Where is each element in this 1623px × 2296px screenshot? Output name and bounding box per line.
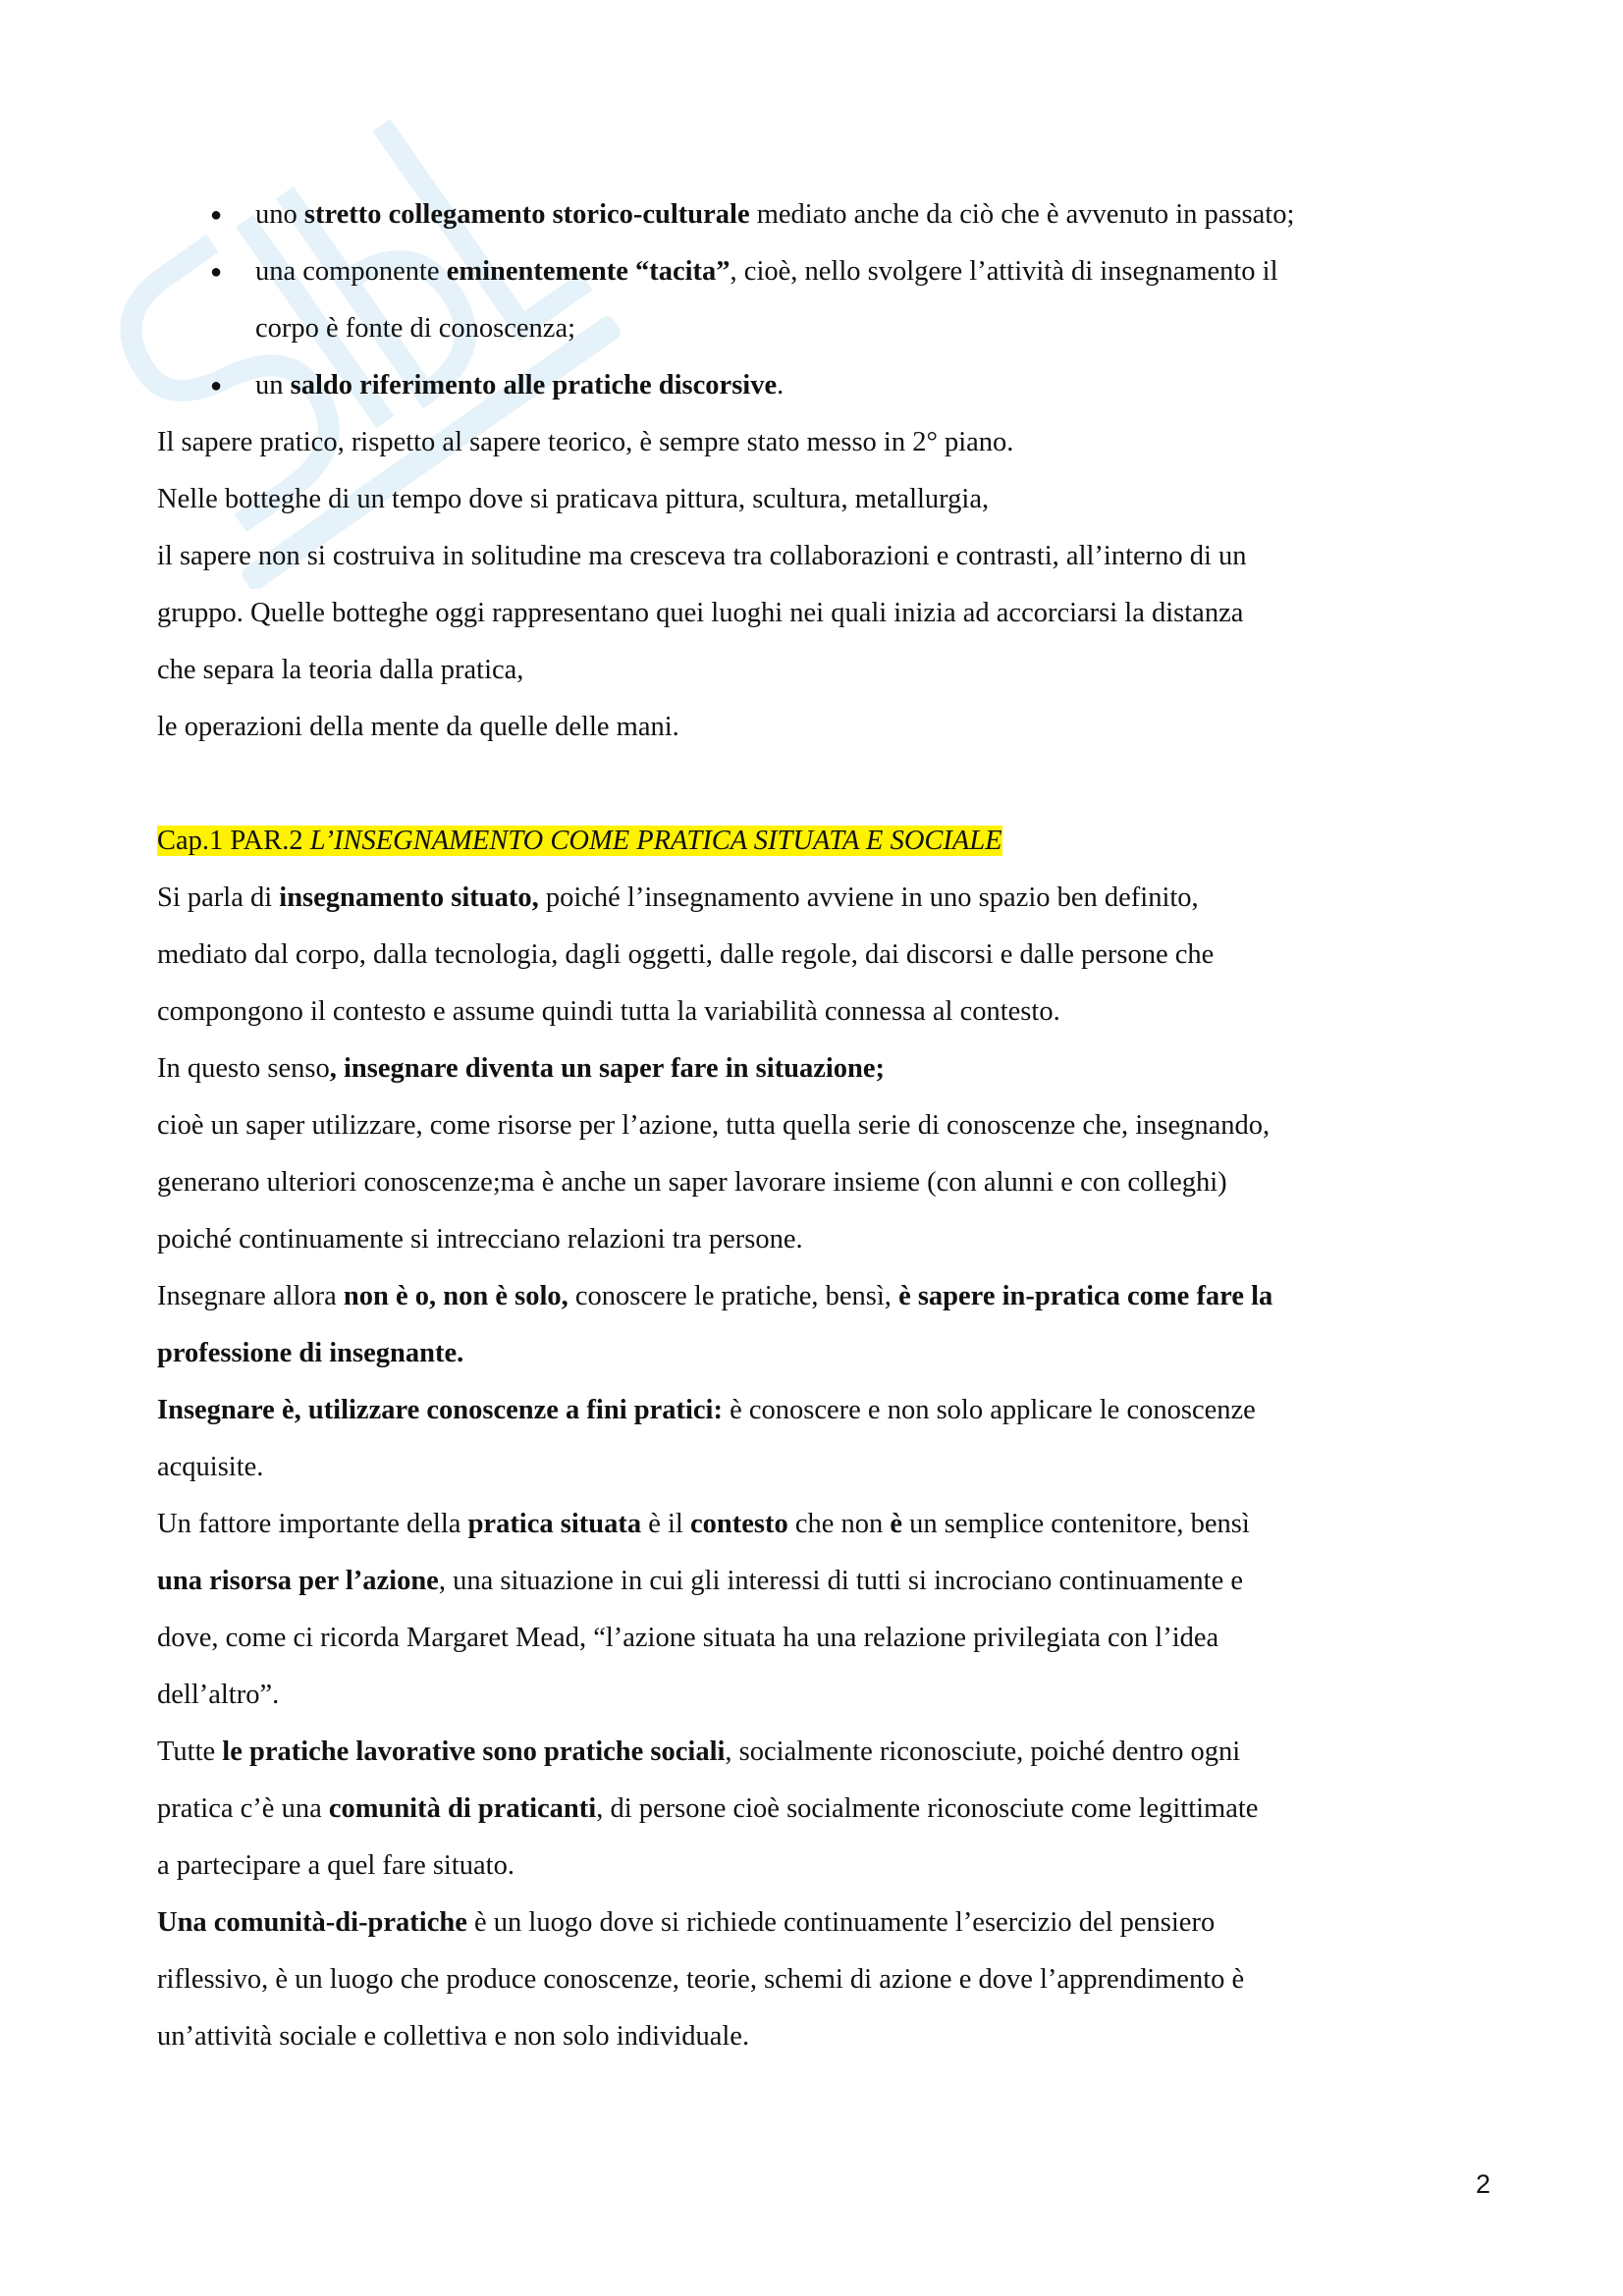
section-heading bbox=[157, 813, 1492, 870]
page-number: 2 bbox=[1475, 2169, 1490, 2199]
text: una componente bbox=[255, 256, 447, 287]
paragraph-line: un’attività sociale e collettiva e non solo individuale. bbox=[157, 2021, 750, 2052]
paragraph-line bbox=[157, 1325, 1492, 1382]
bullet-item bbox=[157, 357, 1492, 414]
text: un bbox=[255, 370, 291, 400]
text: che non bbox=[787, 1509, 891, 1539]
paragraph-line bbox=[157, 1553, 1492, 1610]
paragraph-line: le operazioni della mente da quelle delle mani. bbox=[157, 712, 679, 742]
paragraph-line: il sapere non si costruiva in solitudine ma cresceva tra collaborazioni e contrasti, all’interno di un bbox=[157, 541, 1247, 571]
paragraph-line: dell’altro”. bbox=[157, 1680, 280, 1710]
text: Un fattore importante della bbox=[157, 1509, 468, 1539]
paragraph-line: a partecipare a quel fare situato. bbox=[157, 1850, 514, 1881]
paragraph-line: Nelle botteghe di un tempo dove si praticava pittura, scultura, metallurgia, bbox=[157, 484, 990, 514]
text: poiché l’insegnamento avviene in uno spazio ben definito, bbox=[538, 882, 1199, 913]
paragraph-line: che separa la teoria dalla pratica, bbox=[157, 655, 524, 685]
paragraph-line bbox=[157, 1781, 1492, 1838]
paragraph-line: generano ulteriori conoscenze;ma è anche un saper lavorare insieme (con alunni e con colleghi) bbox=[157, 1167, 1227, 1198]
bold-text: stretto collegamento storico-culturale bbox=[303, 199, 750, 230]
bold-text: contesto bbox=[689, 1509, 788, 1539]
document-body bbox=[157, 187, 1492, 2065]
heading-prefix: Cap.1 PAR.2 bbox=[157, 826, 310, 856]
paragraph-line: acquisite. bbox=[157, 1452, 264, 1482]
bullet-dot-icon: ● bbox=[209, 204, 223, 226]
text: Insegnare allora bbox=[157, 1281, 344, 1311]
bold-text: professione di insegnante. bbox=[157, 1338, 464, 1368]
text: mediato anche da ciò che è avvenuto in passato; bbox=[749, 199, 1295, 230]
paragraph-line bbox=[157, 870, 1492, 927]
bold-text: eminentemente “tacita” bbox=[446, 256, 730, 287]
paragraph-line: cioè un saper utilizzare, come risorse per l’azione, tutta quella serie di conoscenze che, insegnando, bbox=[157, 1110, 1271, 1141]
paragraph-line: poiché continuamente si intrecciano relazioni tra persone. bbox=[157, 1224, 803, 1255]
bold-text: è bbox=[890, 1509, 903, 1539]
paragraph-line bbox=[157, 1382, 1492, 1439]
text: , cioè, nello svolgere l’attività di insegnamento il bbox=[730, 256, 1278, 287]
bold-text: pratica situata bbox=[467, 1509, 642, 1539]
bold-text: non è o, non è solo, bbox=[343, 1281, 568, 1311]
bold-text: comunità di praticanti bbox=[328, 1793, 597, 1824]
paragraph-line: Il sapere pratico, rispetto al sapere teorico, è sempre stato messo in 2° piano. bbox=[157, 427, 1014, 457]
paragraph-line: gruppo. Quelle botteghe oggi rappresentano quei luoghi nei quali inizia ad accorciarsi la distanza bbox=[157, 598, 1244, 628]
bold-text: Una comunità-di-pratiche bbox=[157, 1907, 467, 1938]
paragraph-line bbox=[157, 1041, 1492, 1097]
text: pratica c’è una bbox=[157, 1793, 329, 1824]
text: conoscere le pratiche, bensì, bbox=[568, 1281, 899, 1311]
paragraph-line bbox=[157, 1496, 1492, 1553]
text: , una situazione in cui gli interessi di tutti si incrociano continuamente e bbox=[438, 1566, 1244, 1596]
bullet-item bbox=[157, 187, 1492, 243]
text: è conoscere e non solo applicare le conoscenze bbox=[722, 1395, 1256, 1425]
bold-text: Insegnare è, utilizzare conoscenze a fini pratici: bbox=[157, 1395, 723, 1425]
bullet-continuation: corpo è fonte di conoscenza; bbox=[255, 313, 576, 344]
bold-text: insegnamento situato, bbox=[279, 882, 539, 913]
heading-highlight bbox=[157, 826, 1002, 856]
text: è il bbox=[641, 1509, 690, 1539]
paragraph-line bbox=[157, 1895, 1492, 1951]
heading-title: L’INSEGNAMENTO COME PRATICA SITUATA E SOCIALE bbox=[309, 826, 1002, 856]
paragraph-line: mediato dal corpo, dalla tecnologia, dagli oggetti, dalle regole, dai discorsi e dalle persone che bbox=[157, 939, 1215, 970]
bullet-dot-icon: ● bbox=[209, 261, 223, 283]
bold-text: , insegnare diventa un saper fare in situazione; bbox=[329, 1053, 886, 1084]
text: In questo senso bbox=[157, 1053, 330, 1084]
text: uno bbox=[255, 199, 304, 230]
bold-text: saldo riferimento alle pratiche discorsive bbox=[290, 370, 778, 400]
text: Tutte bbox=[157, 1736, 223, 1767]
text: Si parla di bbox=[157, 882, 280, 913]
bold-text: una risorsa per l’azione bbox=[157, 1566, 439, 1596]
paragraph-line bbox=[157, 1268, 1492, 1325]
text: è un luogo dove si richiede continuamente l’esercizio del pensiero bbox=[466, 1907, 1216, 1938]
bold-text: è sapere in-pratica come fare la bbox=[898, 1281, 1273, 1311]
paragraph-line: riflessivo, è un luogo che produce conoscenze, teorie, schemi di azione e dove l’apprendimento è bbox=[157, 1964, 1245, 1995]
paragraph-line: dove, come ci ricorda Margaret Mead, “l’azione situata ha una relazione privilegiata con l’idea bbox=[157, 1623, 1219, 1653]
bullet-dot-icon: ● bbox=[209, 375, 223, 397]
text: , socialmente riconosciute, poiché dentro ogni bbox=[725, 1736, 1241, 1767]
paragraph-line: compongono il contesto e assume quindi tutta la variabilità connessa al contesto. bbox=[157, 996, 1060, 1027]
paragraph-line bbox=[157, 1724, 1492, 1781]
bullet-item bbox=[157, 243, 1492, 300]
text: . bbox=[777, 370, 784, 400]
text: un semplice contenitore, bensì bbox=[902, 1509, 1250, 1539]
bold-text: le pratiche lavorative sono pratiche sociali bbox=[222, 1736, 726, 1767]
text: , di persone cioè socialmente riconosciute come legittimate bbox=[596, 1793, 1259, 1824]
